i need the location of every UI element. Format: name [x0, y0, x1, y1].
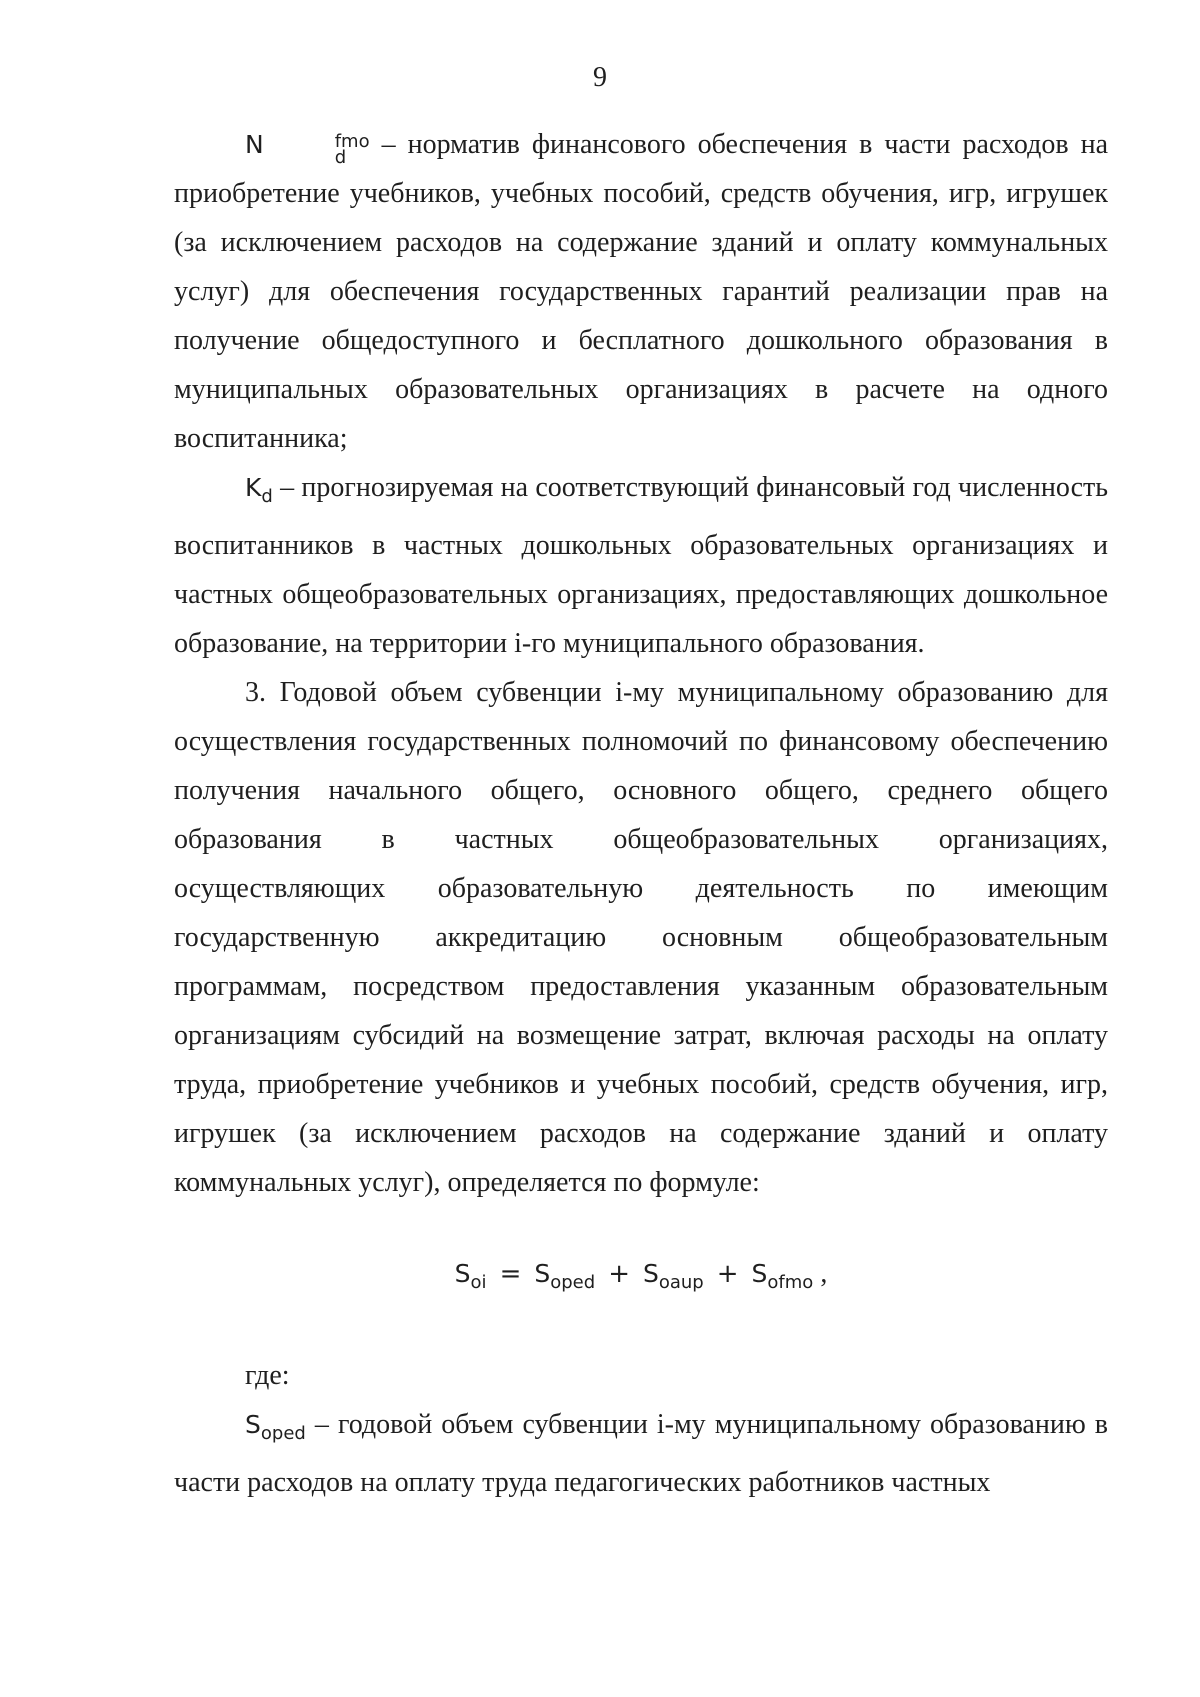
definition-soped: [174, 1400, 1108, 1507]
definition-kd-text: – прогнозируемая на соответствующий финансовый год численность воспитанников в частных дошкольных образовательных организациях и частных общеобразовательных организациях, предоставляющих дошкольное образование, на территории i-го муниципального образования.: [174, 472, 1109, 659]
paragraph-3: 3. Годовой объем субвенции i-му муниципальному образованию для осуществления государственных полномочий по финансовому обеспечению получения начального общего, основного общего, среднего общего образования в частных общеобразовательных организациях, осуществляющих образовательную деятельность по имеющим государственную аккредитацию основным общеобразовательным программам, посредством предоставления указанным образовательным организациям субсидий на возмещение затрат, включая расходы на оплату труда, приобретение учебников и учебных пособий, средств обучения, игр, игрушек (за исключением расходов на содержание зданий и оплату коммунальных услуг), определяется по формуле:: [174, 677, 1108, 1198]
formula-soi: [174, 1249, 1108, 1307]
formula-equals: =: [499, 1259, 522, 1289]
symbol-soped: $S_{oped}$: [245, 1410, 306, 1444]
page-number: 9: [593, 62, 607, 93]
definition-nd-text: – норматив финансового обеспечения в части расходов на приобретение учебников, учебных пособий, средств обучения, игр, игрушек (за исключением расходов на содержание зданий и оплату коммунальных услуг) для обеспечения государственных гарантий реализации прав на получение общедоступного и бесплатного дошкольного образования в муниципальных образовательных организациях в расчете на одного воспитанника;: [174, 129, 1109, 454]
formula-comma: ,: [820, 1258, 828, 1289]
symbol-kd: $K_d$: [245, 473, 273, 507]
where-label: где:: [245, 1360, 290, 1391]
formula-plus: +: [608, 1259, 630, 1289]
definition-nd: [174, 120, 1108, 463]
formula-lhs: $S_{oi}$: [454, 1259, 487, 1293]
formula-term-oaup: $S_{oaup}$: [642, 1259, 704, 1293]
definition-soped-text: – годовой объем субвенции i-му муниципальному образованию в части расходов на оплату труда педагогических работников частных: [174, 1409, 1109, 1498]
document-body: [174, 120, 1108, 1507]
formula-term-oped: $S_{oped}$: [534, 1259, 596, 1293]
formula-term-ofmo: $S_{ofmo}$: [751, 1259, 814, 1293]
definition-kd: [174, 463, 1108, 668]
symbol-nd: N fmo d: [245, 130, 370, 168]
formula-plus: +: [716, 1259, 739, 1289]
